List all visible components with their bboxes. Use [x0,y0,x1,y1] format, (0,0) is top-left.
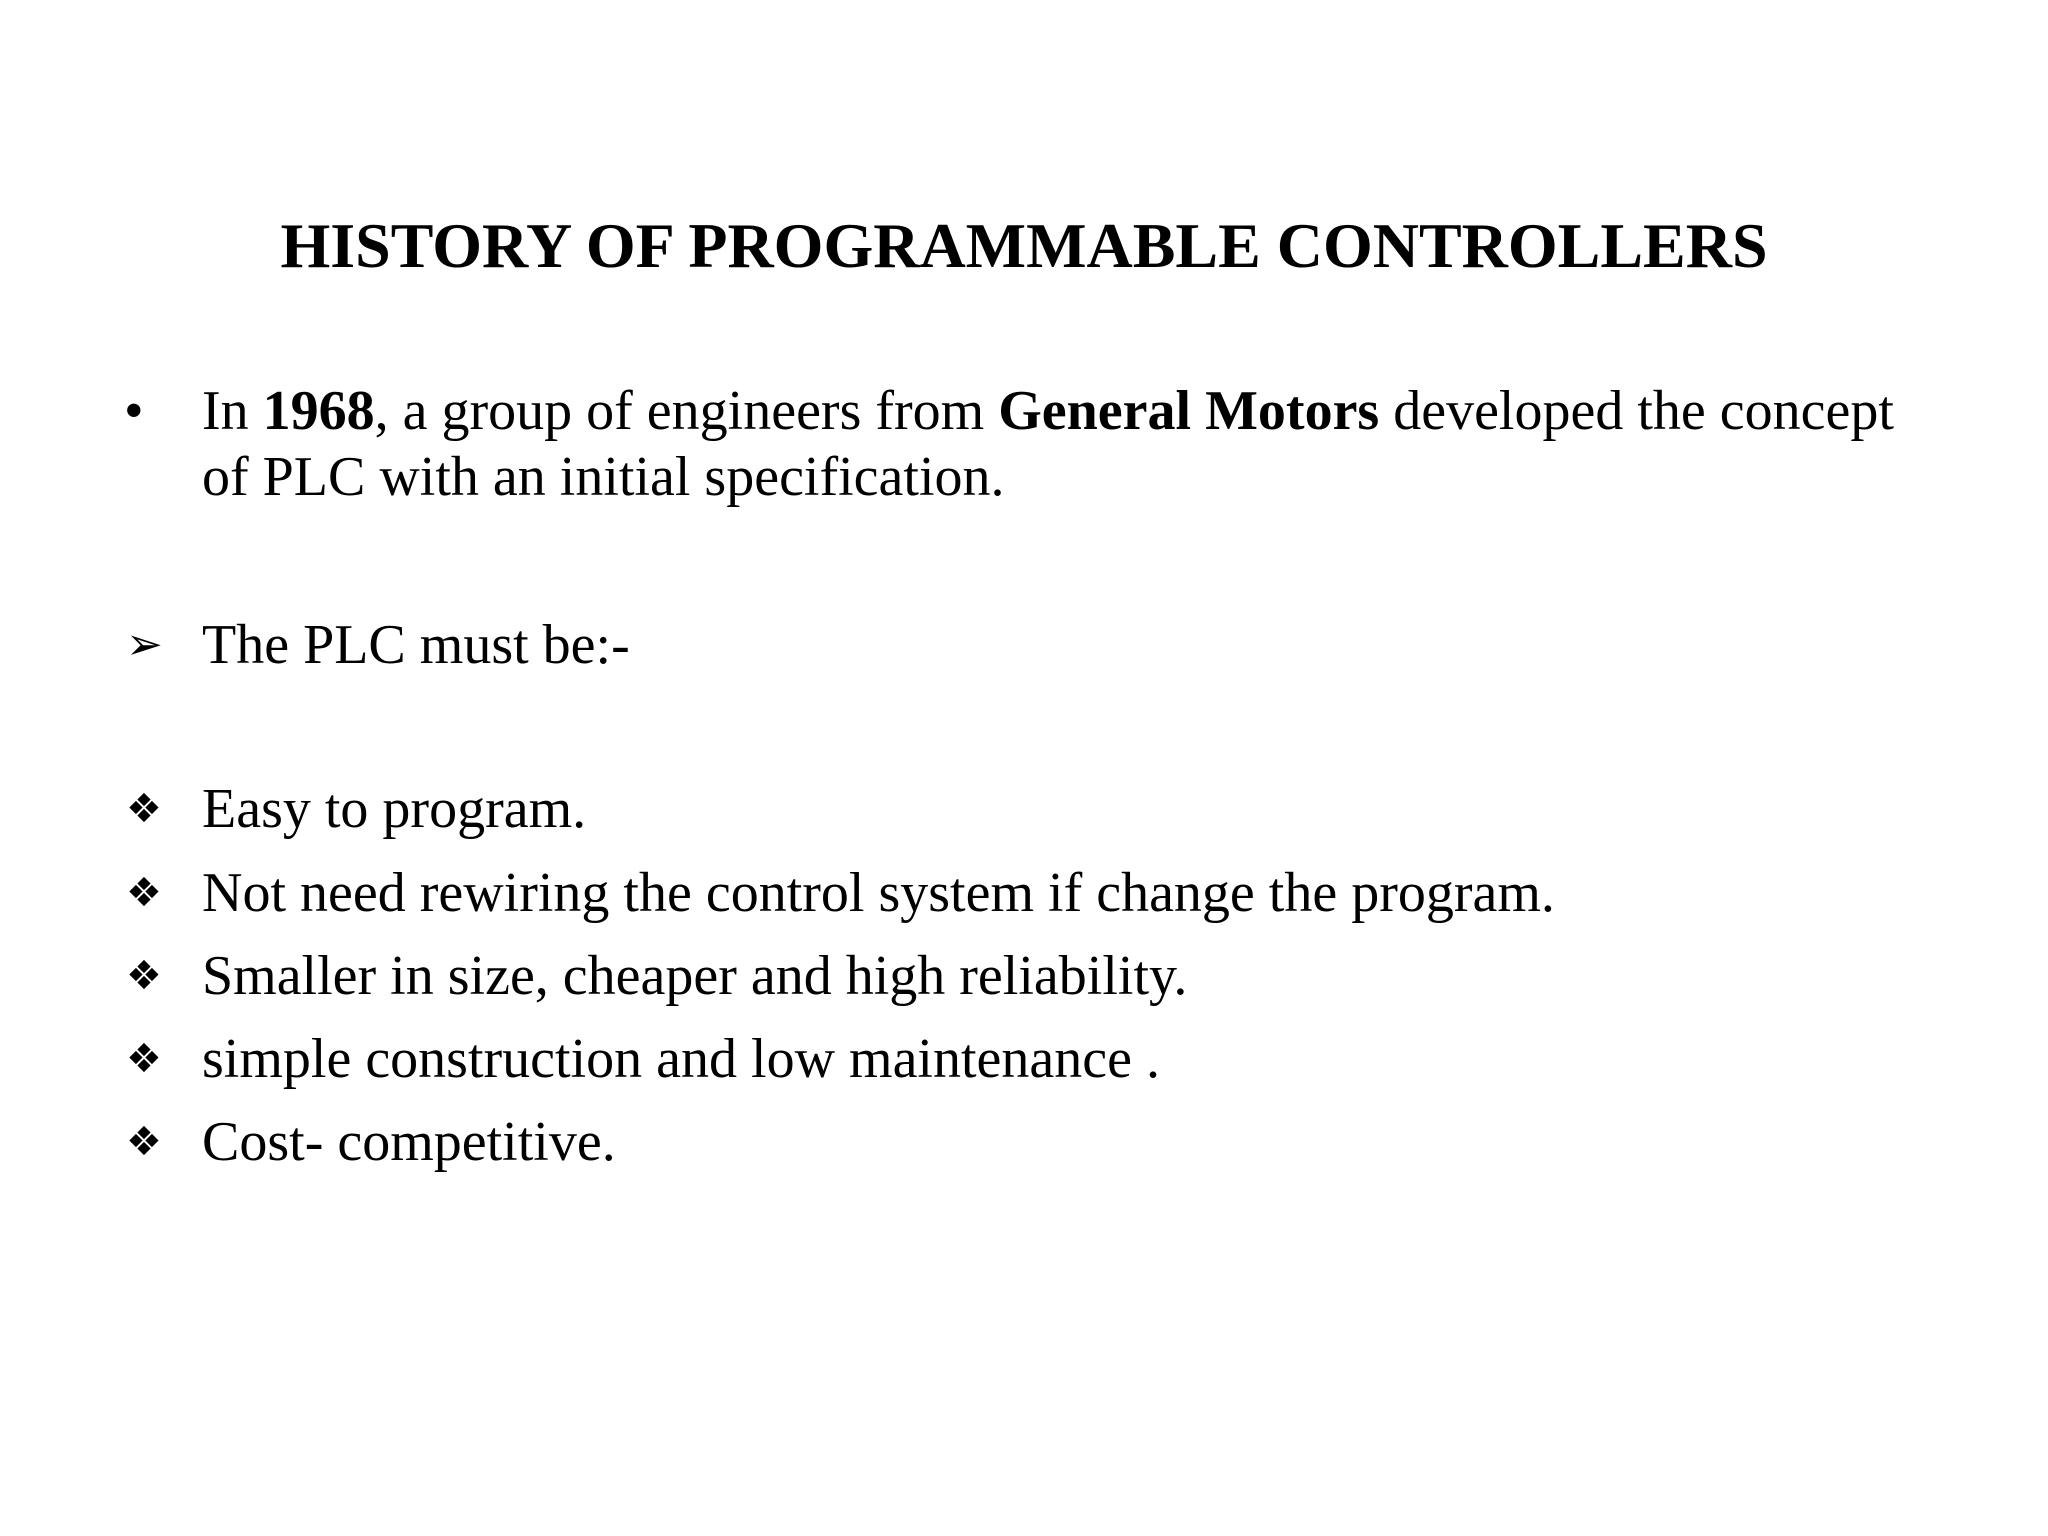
intro-year: 1968 [262,380,375,442]
requirement-text: Easy to program. [202,778,587,840]
intro-line-1: In 1968, a group of engineers from General Motors developed the concept [202,380,1894,442]
diamond-cluster-icon: ❖ [126,953,162,999]
arrowhead-icon: ➢ [126,619,163,670]
requirement-text: Not need rewiring the control system if change the program. [202,862,1555,924]
diamond-cluster-icon: ❖ [126,1119,162,1165]
requirement-text: Cost- competitive. [202,1111,616,1173]
requirement-text: Smaller in size, cheaper and high reliability. [202,945,1188,1007]
bullet-dot-icon: • [124,380,144,442]
slide-title: HISTORY OF PROGRAMMABLE CONTROLLERS [280,210,1768,281]
intro-text [202,378,1972,510]
requirement-text: simple construction and low maintenance . [202,1028,1160,1090]
diamond-cluster-icon: ❖ [126,786,162,832]
intro-line-2: of PLC with an initial specification. [202,446,1005,508]
intro-company: General Motors [998,380,1380,442]
diamond-cluster-icon: ❖ [126,870,162,916]
diamond-cluster-icon: ❖ [126,1036,162,1082]
requirements-heading-text: The PLC must be:- [202,614,630,676]
